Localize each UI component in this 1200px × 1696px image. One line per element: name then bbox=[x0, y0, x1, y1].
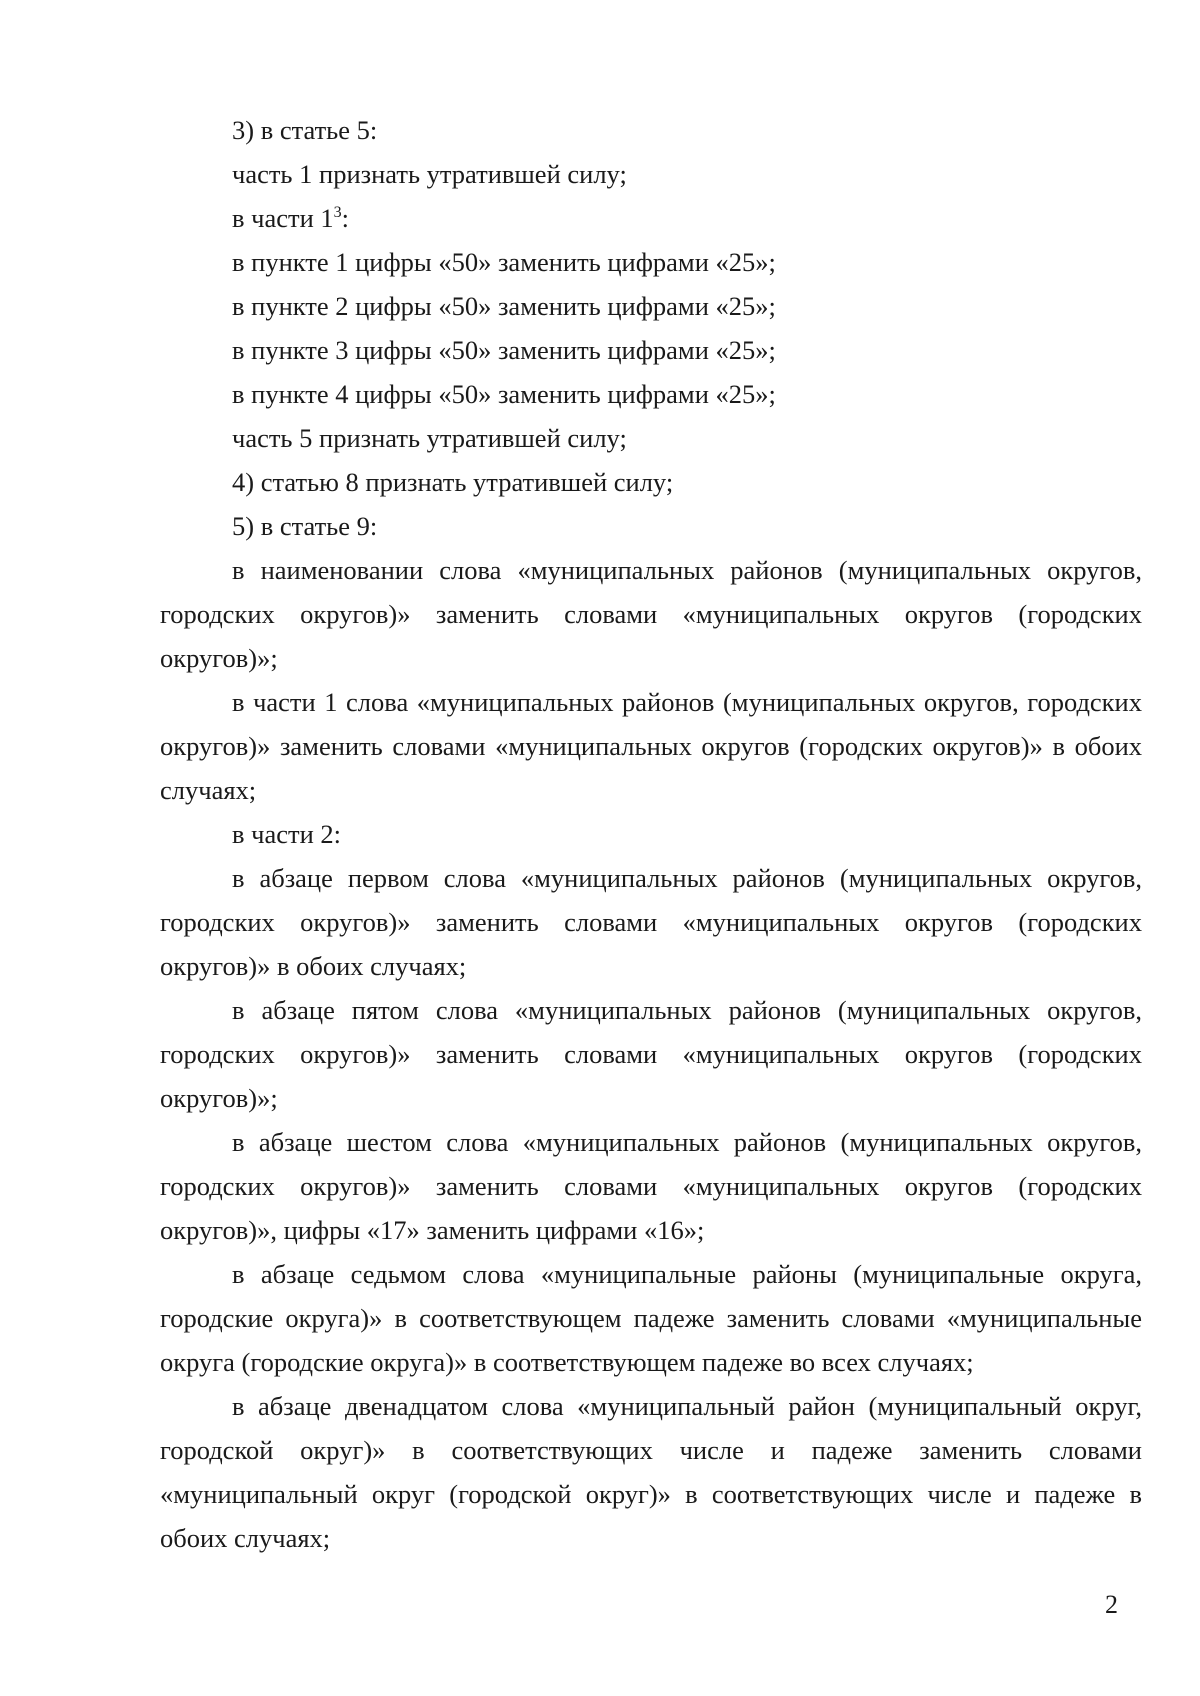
paragraph-item-2: в пункте 2 цифры «50» заменить цифрами «25»; bbox=[232, 291, 776, 321]
paragraph-part-1-change: в части 1 слова «муниципальных районов (муниципальных округов, городских округов)» заменить словами «муниципальных округов (городских округов)» в обоих случаях; bbox=[160, 687, 1142, 805]
document-body bbox=[160, 108, 1142, 1560]
paragraph-abzac-7: в абзаце седьмом слова «муниципальные районы (муниципальные округа, городские округа)» в соответствующем падеже заменить словами «муниципальные округа (городские округа)» в соответствующем падеже во всех случаях; bbox=[160, 1259, 1142, 1377]
paragraph-article-5: 3) в статье 5: bbox=[232, 115, 378, 145]
paragraph-item-3: в пункте 3 цифры «50» заменить цифрами «25»; bbox=[232, 335, 776, 365]
part-1-3-prefix: в части 1 bbox=[232, 203, 334, 233]
paragraph-article-8: 4) статью 8 признать утратившей силу; bbox=[232, 467, 674, 497]
paragraph-part-1-repeal: часть 1 признать утратившей силу; bbox=[232, 159, 627, 189]
paragraph-item-4: в пункте 4 цифры «50» заменить цифрами «25»; bbox=[232, 379, 776, 409]
paragraph-part-2: в части 2: bbox=[232, 819, 341, 849]
paragraph-title-change: в наименовании слова «муниципальных районов (муниципальных округов, городских округов)» заменить словами «муниципальных округов (городских округов)»; bbox=[160, 555, 1142, 673]
part-1-3-superscript: 3 bbox=[333, 204, 342, 222]
paragraph-item-1: в пункте 1 цифры «50» заменить цифрами «25»; bbox=[232, 247, 776, 277]
part-1-3-suffix: : bbox=[341, 203, 350, 233]
page-number: 2 bbox=[1105, 1590, 1118, 1619]
paragraph-article-9: 5) в статье 9: bbox=[232, 511, 378, 541]
paragraph-abzac-5: в абзаце пятом слова «муниципальных районов (муниципальных округов, городских округов)» заменить словами «муниципальных округов (городских округов)»; bbox=[160, 995, 1142, 1113]
paragraph-part-5-repeal: часть 5 признать утратившей силу; bbox=[232, 423, 627, 453]
paragraph-abzac-6: в абзаце шестом слова «муниципальных районов (муниципальных округов, городских округов)» заменить словами «муниципальных округов (городских округов)», цифры «17» заменить цифрами «16»; bbox=[160, 1127, 1142, 1245]
paragraph-abzac-12: в абзаце двенадцатом слова «муниципальный район (муниципальный округ, городской округ)» в соответствующих числе и падеже заменить словами «муниципальный округ (городской округ)» в соответствующих числе и падеже в обоих случаях; bbox=[160, 1391, 1142, 1553]
paragraph-abzac-1: в абзаце первом слова «муниципальных районов (муниципальных округов, городских округов)» заменить словами «муниципальных округов (городских округов)» в обоих случаях; bbox=[160, 863, 1142, 981]
paragraph-part-1-3 bbox=[160, 196, 1142, 240]
